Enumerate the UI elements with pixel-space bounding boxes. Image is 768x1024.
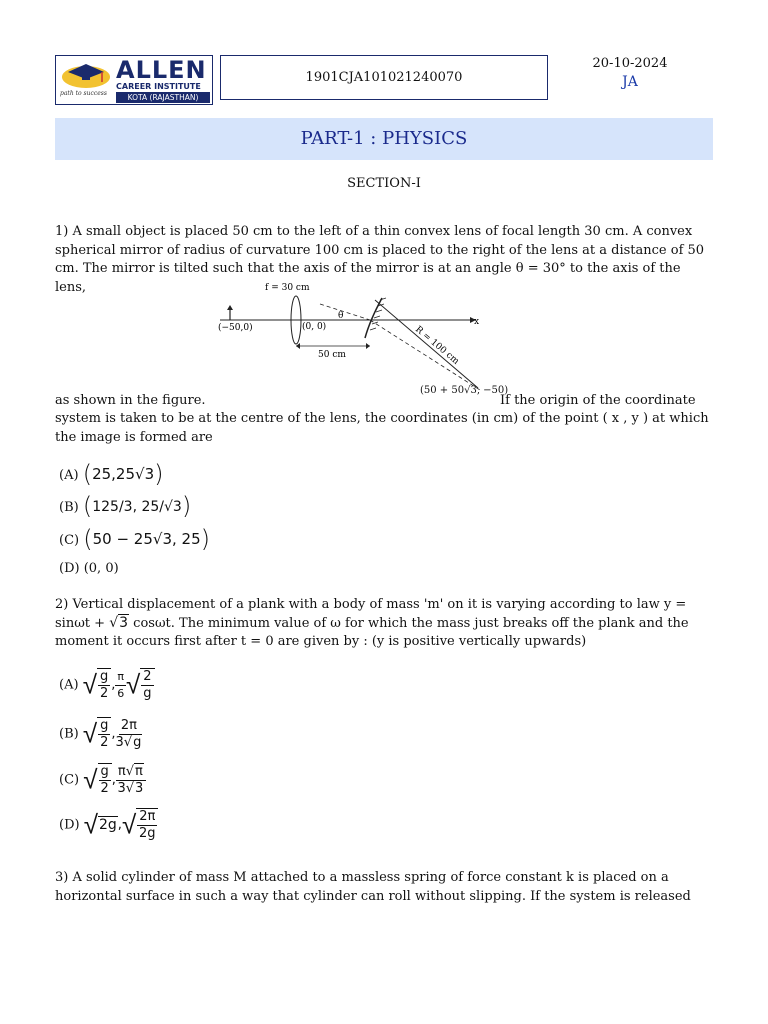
- q1-option-b[interactable]: (B) (125/3, 25/√3): [59, 492, 192, 520]
- q1-figure: [210, 280, 500, 400]
- q2-text-line2: sinωt + √3 cosωt. The minimum value of ω for which the mass just breaks off the plank and the: [55, 615, 689, 631]
- q2-option-c-value: √ $\frac{g}{2}$ , $\frac{\pi√\pi}{3√3}$: [83, 763, 146, 797]
- logo-city: KOTA (RAJASTHAN): [116, 92, 210, 103]
- q1-option-a[interactable]: (A) (25,25√3): [59, 460, 164, 488]
- part-title: PART-1 : PHYSICS: [55, 118, 713, 160]
- graduate-cap-icon: [58, 60, 114, 90]
- paper-code: 1901CJA101021240070: [220, 55, 548, 100]
- logo-tagline: path to success: [60, 90, 107, 97]
- x-axis-label: x: [474, 317, 480, 327]
- q1-option-c[interactable]: (C) (50 − 25√3, 25): [59, 525, 210, 553]
- q1-text-continued: system is taken to be at the centre of the lens, the coordinates (in cm) of the point ( x , y ) at which the image is formed are: [55, 411, 709, 445]
- q2-option-a-value: √ $\frac{g}{2}$ , $\frac{\pi}{6}$ √ $\frac{2}{g}$: [83, 668, 155, 702]
- origin-label: (0, 0): [302, 322, 327, 332]
- q2-option-d[interactable]: (D) √2g,√ $\frac{2\pi}{2g}$: [59, 808, 158, 842]
- q2-option-b-value: √ $\frac{g}{2}$ , $\frac{2\pi}{3√g}$: [82, 717, 142, 750]
- q3-text: 3) A solid cylinder of mass M attached to a massless spring of force constant k is placed on a horizontal surface in such a way that cylinder can roll without slipping. If the system is released: [55, 870, 691, 904]
- focal-length-label: f = 30 cm: [265, 283, 310, 293]
- q1-option-b-value: (125/3, 25/√3): [82, 492, 192, 520]
- q1-option-d-value: (0, 0): [83, 561, 119, 576]
- q2-option-b[interactable]: (B) √ $\frac{g}{2}$ , $\frac{2\pi}{3√g}$: [59, 717, 142, 750]
- q2-text: 2) Vertical displacement of a plank with a body of mass 'm' on it is varying according to law y =: [55, 597, 687, 612]
- exam-date: 20-10-2024: [592, 56, 668, 71]
- q1-option-d[interactable]: (D) (0, 0): [59, 561, 119, 576]
- q1-text-figure-left: as shown in the figure.: [55, 393, 206, 408]
- logo-brand: ALLEN: [116, 56, 207, 84]
- q2-option-a[interactable]: (A) √ $\frac{g}{2}$ , $\frac{\pi}{6}$ √ $\frac{2}{g}$: [59, 668, 155, 702]
- logo-subtitle: CAREER INSTITUTE: [116, 82, 201, 91]
- q2-option-c[interactable]: (C) √ $\frac{g}{2}$ , $\frac{\pi√\pi}{3√3}$: [59, 763, 146, 797]
- q2-text-line3: moment it occurs first after t = 0 are given by : (y is positive vertically upwards): [55, 634, 587, 649]
- distance-label: 50 cm: [318, 350, 346, 360]
- allen-logo: [55, 55, 213, 105]
- q1-option-c-value: (50 − 25√3, 25): [83, 525, 210, 553]
- q2-option-d-value: √2g,√ $\frac{2\pi}{2g}$: [84, 808, 159, 842]
- section-title: SECTION-I: [347, 176, 421, 191]
- q1-text: 1) A small object is placed 50 cm to the left of a thin convex lens of focal length 30 cm. A convex spherical mirror of radius of curvature 100 cm is placed to the right of the lens at a distance of 50 cm. The mirror is tilted such that the axis of the mirror is at an angle θ = 30° to the axis of the lens,: [55, 224, 705, 295]
- exam-code: JA: [622, 74, 638, 90]
- q1-option-a-value: (25,25√3): [82, 460, 164, 488]
- q1-text-figure-right: If the origin of the coordinate: [500, 393, 696, 408]
- theta-label: θ: [338, 311, 344, 321]
- radius-label: R = 100 cm: [413, 324, 461, 367]
- point-coord-label: (50 + 50√3, −50): [420, 385, 509, 396]
- object-coord-label: (−50,0): [218, 323, 253, 333]
